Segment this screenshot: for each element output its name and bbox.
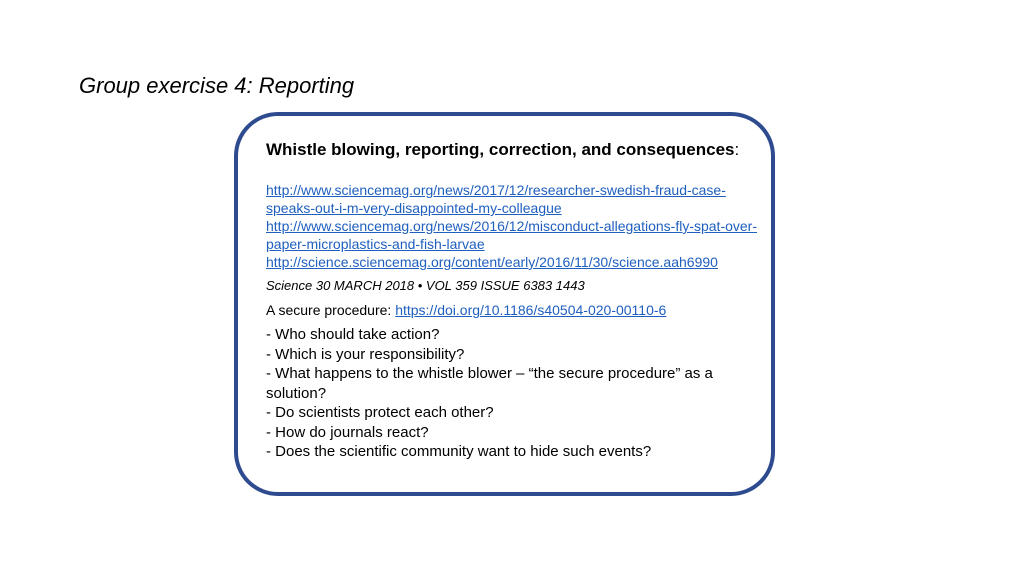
question-list xyxy=(266,325,766,462)
citation: Science 30 MARCH 2018 • VOL 359 ISSUE 6383 1443 xyxy=(266,278,585,293)
question-item: - Which is your responsibility? xyxy=(266,345,465,363)
question-item: - How do journals react? xyxy=(266,423,429,441)
question-item: - Do scientists protect each other? xyxy=(266,404,494,421)
link-science-aah6990[interactable]: http://science.sciencemag.org/content/early/2016/11/30/science.aah6990 xyxy=(266,254,718,270)
link-secure-procedure-doi[interactable]: https://doi.org/10.1186/s40504-020-00110-6 xyxy=(395,302,667,318)
box-heading-colon: : xyxy=(734,140,740,159)
box-heading-text: Whistle blowing, reporting, correction, and consequences xyxy=(266,140,735,159)
box-content xyxy=(266,138,766,477)
question-item: - Does the scientific community want to hide such events? xyxy=(266,443,652,460)
link-list xyxy=(266,181,766,271)
link-sciencemag-swedish-fraud[interactable]: http://www.sciencemag.org/news/2017/12/researcher-swedish-fraud-case-speaks-out-i-m-very-disappointed-my-colleague xyxy=(266,182,726,216)
slide-title: Group exercise 4: Reporting xyxy=(79,73,355,98)
secure-procedure-label: A secure procedure: xyxy=(266,302,396,318)
question-item: - Who should take action? xyxy=(266,326,440,343)
link-sciencemag-microplastics[interactable]: http://www.sciencemag.org/news/2016/12/misconduct-allegations-fly-spat-over-paper-microplastics-and-fish-larvae xyxy=(266,218,758,252)
box-heading xyxy=(266,138,766,161)
secure-procedure xyxy=(266,301,766,319)
question-item: - What happens to the whistle blower – “the secure procedure” as a solution? xyxy=(266,365,713,402)
